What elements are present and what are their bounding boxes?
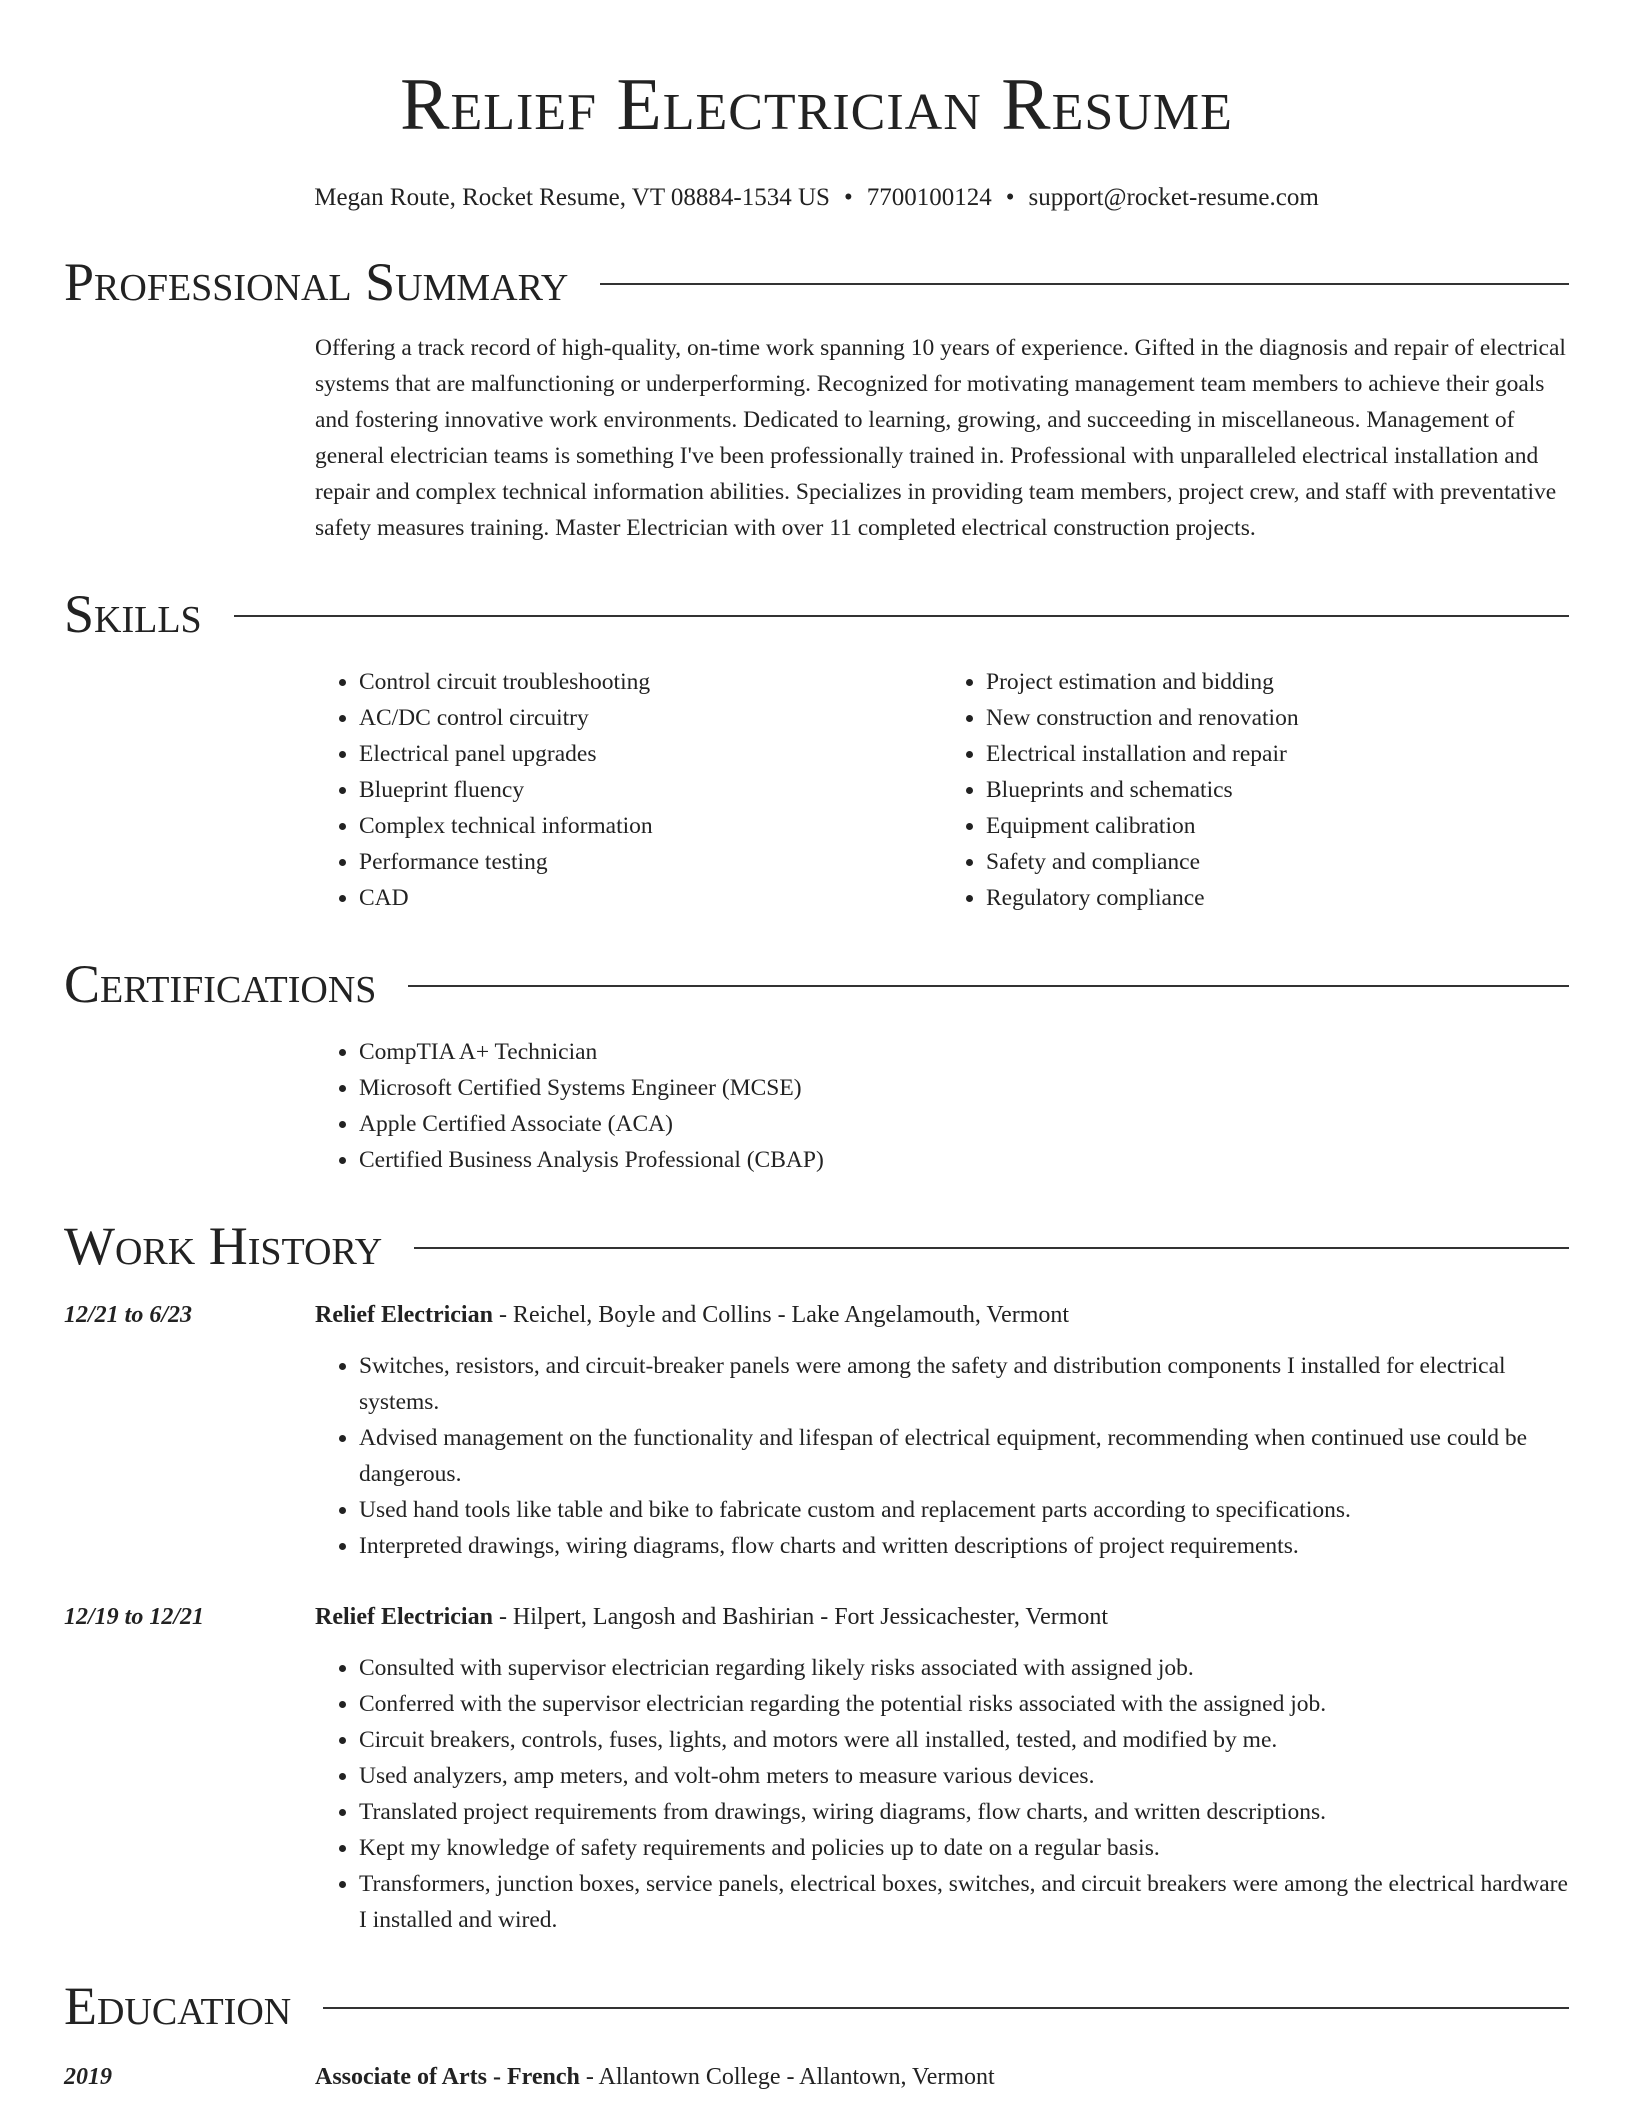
contact-separator: • [843, 184, 853, 211]
work-section-header [64, 1216, 1569, 1276]
job-bullet: • Advised management on the functionality and lifespan of electrical equipment, recommending when continued use could be dangerous. [359, 1420, 1569, 1492]
job-bullet: • Kept my knowledge of safety requirements and policies up to date on a regular basis. [359, 1830, 1569, 1866]
certifications-heading: Certifications [64, 954, 377, 1014]
section-divider [600, 283, 1569, 285]
job-bullet: • Used analyzers, amp meters, and volt-ohm meters to measure various devices. [359, 1758, 1569, 1794]
skills-list-right [942, 664, 1569, 916]
job-bullet-list [315, 1348, 1569, 1564]
job-bullet: • Translated project requirements from drawings, wiring diagrams, flow charts, and written descriptions. [359, 1794, 1569, 1830]
education-header [64, 2060, 1569, 2094]
contact-separator: • [1005, 184, 1015, 211]
section-divider [323, 2007, 1569, 2009]
skill-item: • New construction and renovation [986, 700, 1569, 736]
job-dates: 12/19 to 12/21 [64, 1604, 205, 1630]
education-year: 2019 [64, 2064, 112, 2090]
skill-item: • AC/DC control circuitry [359, 700, 942, 736]
skill-item: • Electrical installation and repair [986, 736, 1569, 772]
skill-item: • Blueprint fluency [359, 772, 942, 808]
skill-item: • Project estimation and bidding [986, 664, 1569, 700]
skill-item: • Safety and compliance [986, 844, 1569, 880]
work-heading: Work History [64, 1216, 383, 1276]
section-divider [414, 1247, 1569, 1249]
contact-line [64, 182, 1569, 214]
education-heading: Education [64, 1976, 292, 2036]
job-bullet: • Switches, resistors, and circuit-breaker panels were among the safety and distribution components I installed for electrical systems. [359, 1348, 1569, 1420]
skills-heading: Skills [64, 584, 202, 644]
job-title: Relief Electrician [315, 1604, 493, 1630]
skills-grid [315, 664, 1569, 916]
skill-item: • Complex technical information [359, 808, 942, 844]
certifications-section-header [64, 954, 1569, 1014]
job-bullet: • Consulted with supervisor electrician regarding likely risks associated with assigned job. [359, 1650, 1569, 1686]
certifications-block [315, 1034, 1569, 1178]
skill-item: • Control circuit troubleshooting [359, 664, 942, 700]
job-employer: - Hilpert, Langosh and Bashirian - Fort Jessicachester, Vermont [492, 1604, 1109, 1630]
skill-item: • CAD [359, 880, 942, 916]
education-entry [64, 2060, 1569, 2094]
certification-item: • Apple Certified Associate (ACA) [359, 1106, 1569, 1142]
job-bullets [315, 1650, 1569, 1938]
certification-item: • Microsoft Certified Systems Engineer (MCSE) [359, 1070, 1569, 1106]
certification-item: • Certified Business Analysis Professional (CBAP) [359, 1142, 1569, 1178]
job-header [64, 1600, 1569, 1634]
job-bullet-list [315, 1650, 1569, 1938]
job-bullet: • Transformers, junction boxes, service panels, electrical boxes, switches, and circuit breakers were among the electrical hardware I installed and wired. [359, 1866, 1569, 1938]
job-dates: 12/21 to 6/23 [64, 1302, 193, 1328]
job-employer: - Reichel, Boyle and Collins - Lake Angelamouth, Vermont [492, 1302, 1070, 1328]
job-entry [64, 1600, 1569, 1938]
job-header [64, 1298, 1569, 1332]
job-bullets [315, 1348, 1569, 1564]
education-section-header [64, 1976, 1569, 2036]
education-line [315, 2060, 995, 2094]
skills-section-header [64, 584, 1569, 644]
job-bullet: • Circuit breakers, controls, fuses, lights, and motors were all installed, tested, and modified by me. [359, 1722, 1569, 1758]
skills-list-left [315, 664, 942, 916]
skill-item: • Equipment calibration [986, 808, 1569, 844]
section-divider [408, 985, 1569, 987]
job-title: Relief Electrician [315, 1302, 493, 1328]
skill-item: • Blueprints and schematics [986, 772, 1569, 808]
job-bullet: • Conferred with the supervisor electrician regarding the potential risks associated with the assigned job. [359, 1686, 1569, 1722]
job-bullet: • Used hand tools like table and bike to fabricate custom and replacement parts according to specifications. [359, 1492, 1569, 1528]
summary-heading: Professional Summary [64, 252, 569, 312]
job-line [315, 1600, 1108, 1634]
skill-item: • Regulatory compliance [986, 880, 1569, 916]
job-entry [64, 1298, 1569, 1564]
job-line [315, 1298, 1069, 1332]
education-degree: Associate of Arts - French [315, 2064, 580, 2090]
skill-item: • Electrical panel upgrades [359, 736, 942, 772]
summary-section-header [64, 252, 1569, 312]
contact-phone: 7700100124 [866, 184, 992, 211]
summary-text: Offering a track record of high-quality, on-time work spanning 10 years of experience. Gifted in the diagnosis and repair of electrical systems that are malfunctioning or underperforming. Recognized for motivating management team members to achieve their goals and fostering innovative work environments. Dedicated to learning, growing, and succeeding in miscellaneous. Management of general electrician teams is something I've been professionally trained in. Professional with unparalleled electrical installation and repair and complex technical information abilities. Specializes in providing team members, project crew, and staff with preventative safety measures training. Master Electrician with over 11 completed electrical construction projects. [315, 335, 1566, 541]
job-bullet: • Interpreted drawings, wiring diagrams, flow charts and written descriptions of project requirements. [359, 1528, 1569, 1564]
resume-title: Relief Electrician Resume [400, 64, 1233, 146]
certification-item: • CompTIA A+ Technician [359, 1034, 1569, 1070]
contact-address: Megan Route, Rocket Resume, VT 08884-1534 US [314, 184, 830, 211]
certifications-list [315, 1034, 1569, 1178]
education-school: - Allantown College - Allantown, Vermont [579, 2064, 995, 2090]
skill-item: • Performance testing [359, 844, 942, 880]
contact-email: support@rocket-resume.com [1028, 184, 1319, 211]
section-divider [234, 615, 1569, 617]
